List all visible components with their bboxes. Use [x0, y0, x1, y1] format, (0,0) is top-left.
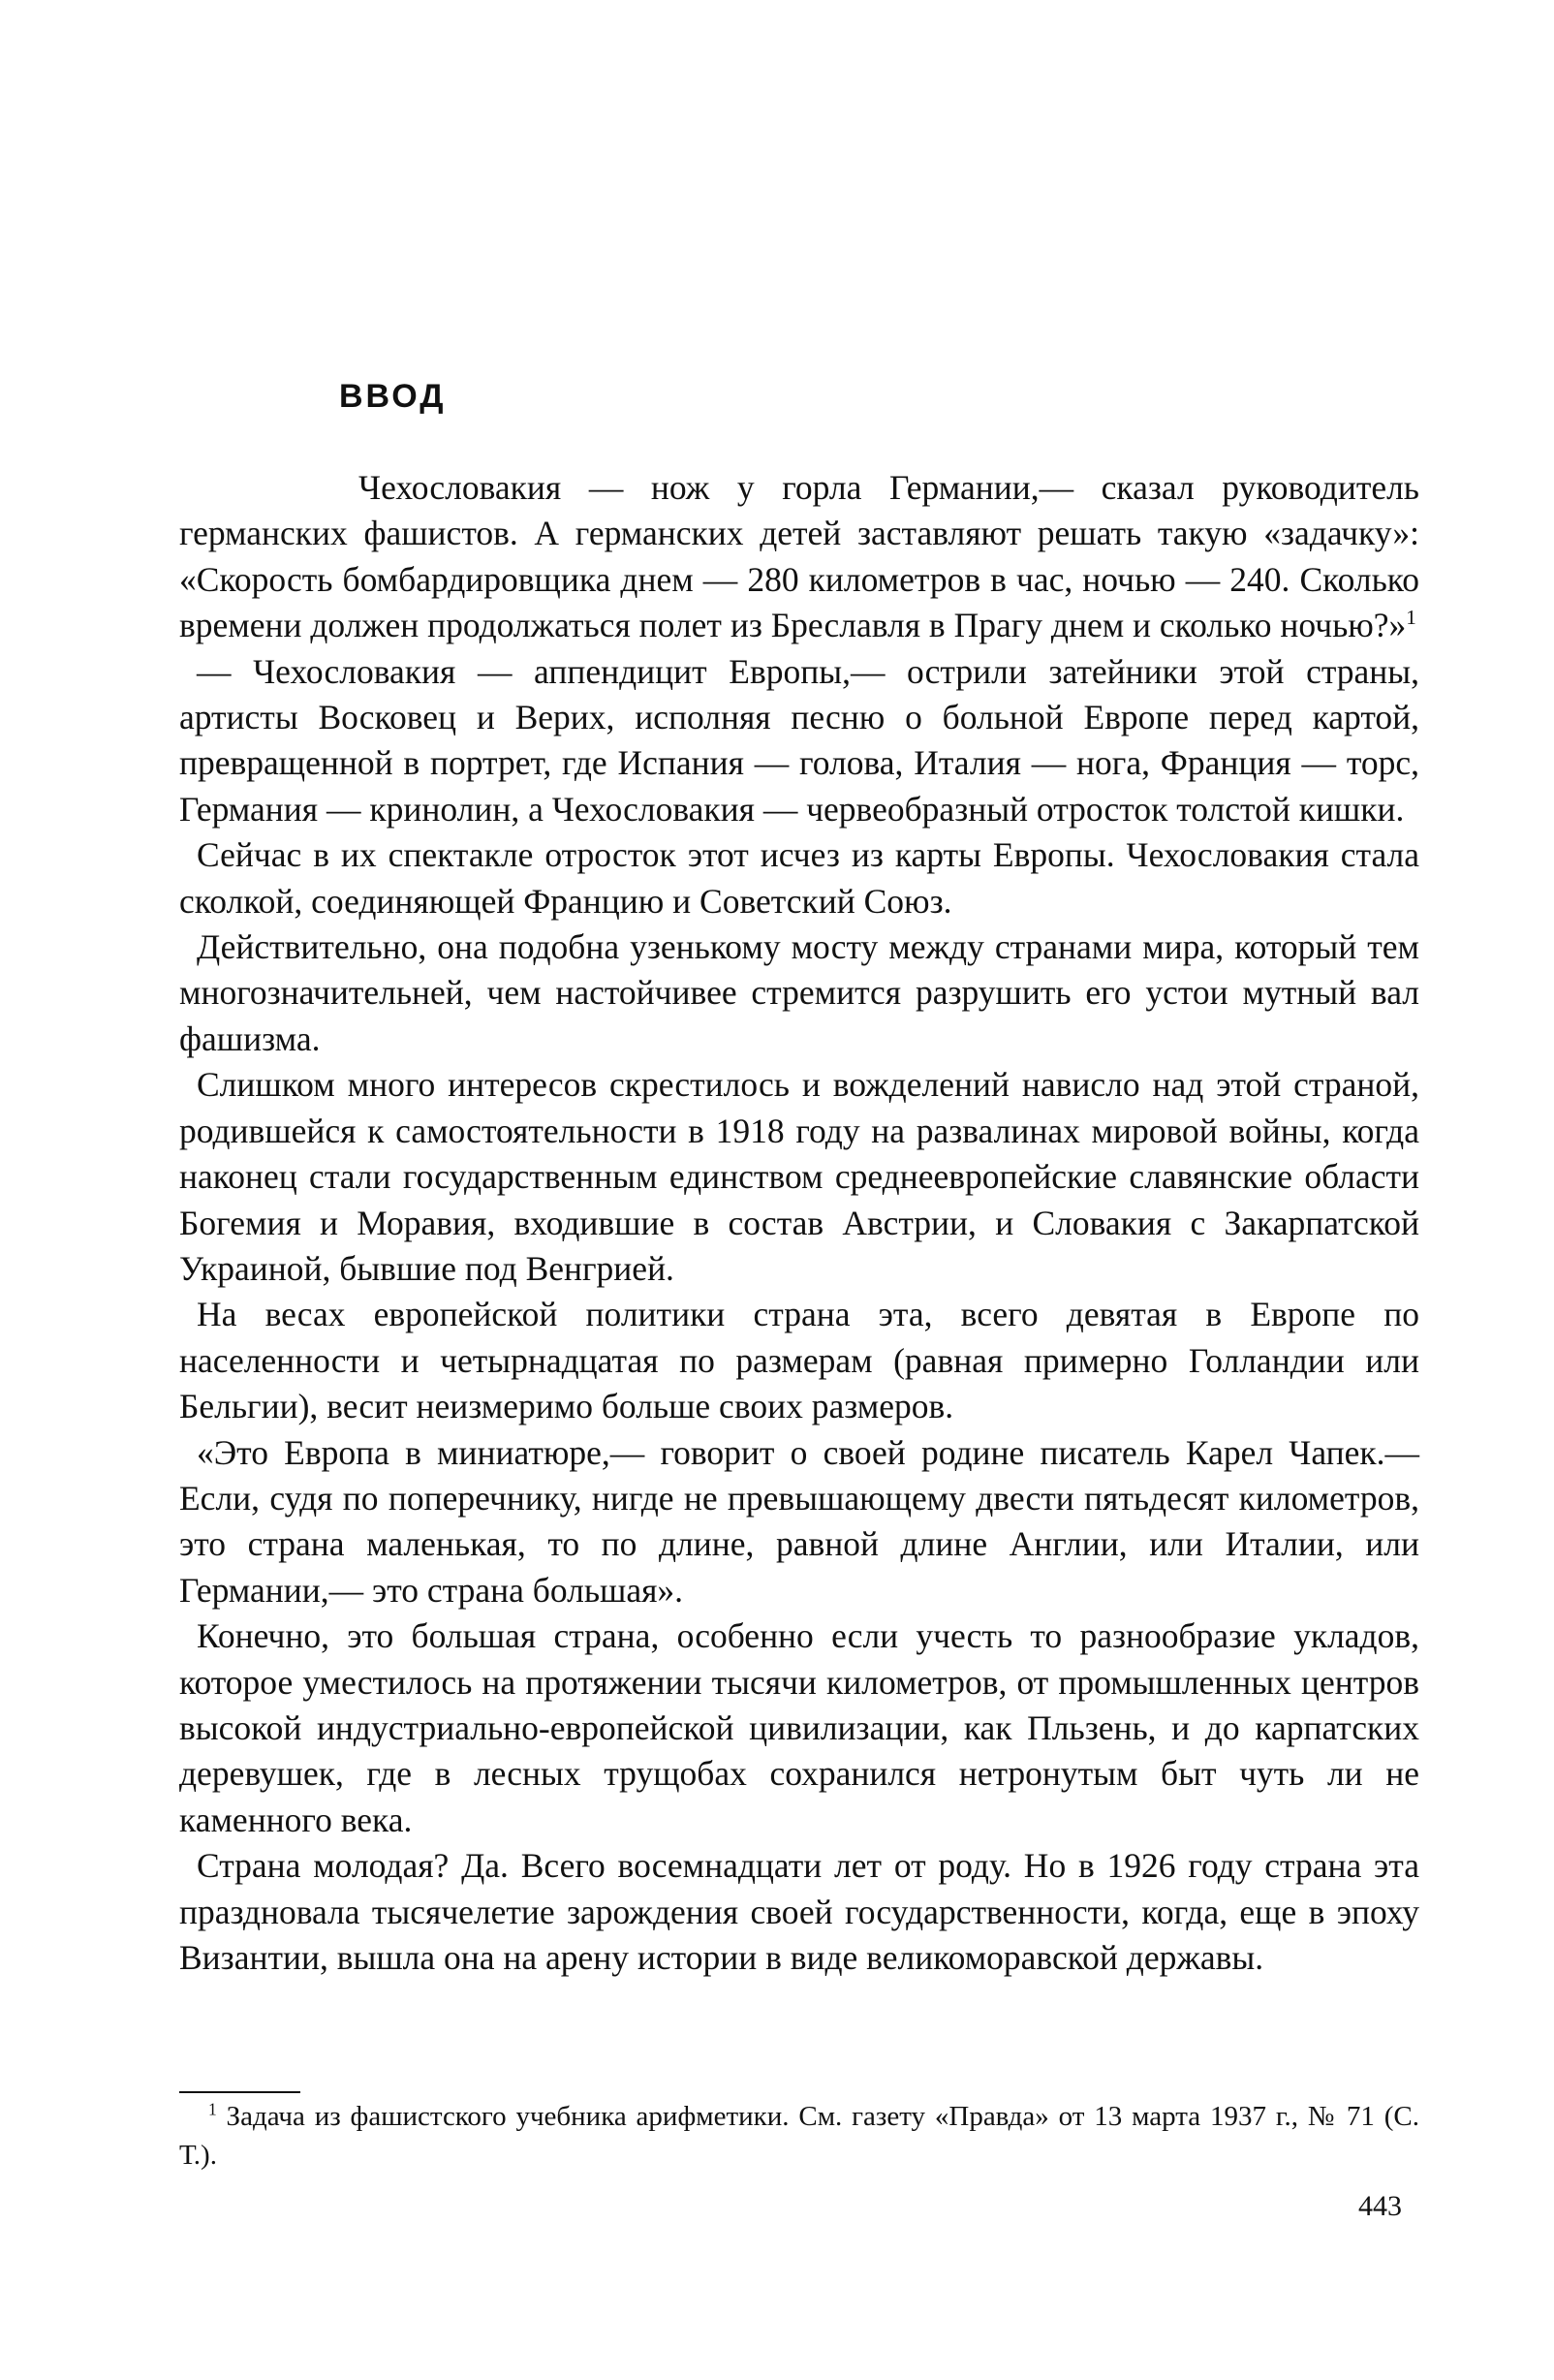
paragraph: Слишком много интересов скрестилось и вожделений нависло над этой страной, родившейся к самостоятельности в 1918 году на развалинах мировой войны, когда наконец стали государственным единством среднеевропейские славянские области Богемия и Моравия, входившие в состав Австрии, и Словакия с Закарпатской Украиной, бывшие под Венгрией. — [179, 1065, 1419, 1288]
paragraph: Конечно, это большая страна, особенно если учесть то разнообразие укладов, которое уместилось на протяжении тысячи километров, от промышленных центров высокой индустриально-европейской цивилизации, как Пльзень, и до карпатских деревушек, где в лесных трущобах сохранился нетронутым быт чуть ли не каменного века. — [179, 1616, 1419, 1839]
paragraph-text: Чехословакия — нож у горла Германии,— сказал руководитель германских фашистов. А германских детей заставляют решать такую «задачку»: «Скорость бомбардировщика днем — 280 километров в час, ночью — 240. Сколько времени должен продолжаться полет из Бреславля в Прагу днем и сколько ночью?» — [179, 468, 1419, 645]
footnote-divider — [179, 2091, 300, 2093]
page-number: 443 — [1358, 2190, 1402, 2222]
footnote — [179, 2097, 1419, 2175]
paragraph: «Это Европа в миниатюре,— говорит о своей родине писатель Карел Чапек.— Если, судя по поперечнику, нигде не превышающему двести пятьдесят километров, это страна маленькая, то по длине, равной длине Англии, или Италии, или Германии,— это страна большая». — [179, 1432, 1419, 1610]
footnote-text: Задача из фашистского учебника арифметики. См. газету «Правда» от 13 марта 1937 г., № 71 (С. Т.). — [179, 2101, 1419, 2171]
paragraph: Страна молодая? Да. Всего восемнадцати лет от роду. Но в 1926 году страна эта праздновала тысячелетие зарождения своей государственности, когда, еще в эпоху Византии, вышла она на арену истории в виде великоморавской державы. — [179, 1846, 1419, 1977]
paragraph — [179, 465, 1419, 649]
footnote-marker: 1 — [1406, 606, 1416, 630]
footnote-marker: 1 — [208, 2099, 217, 2119]
paragraph: Сейчас в их спектакле отросток этот исчез из карты Европы. Чехословакия стала сколкой, соединяющей Францию и Советский Союз. — [179, 835, 1419, 921]
paragraph: На весах европейской политики страна эта, всего девятая в Европе по населенности и четырнадцатая по размерам (равная примерно Голландии или Бельгии), весит неизмеримо больше своих размеров. — [179, 1295, 1419, 1426]
paragraph: Действительно, она подобна узенькому мосту между странами мира, который тем многозначительней, чем настойчивее стремится разрушить его устои мутный вал фашизма. — [179, 927, 1419, 1058]
body-text — [179, 465, 1419, 1981]
paragraph: — Чехословакия — аппендицит Европы,— острили затейники этой страны, артисты Восковец и Верих, исполняя песню о больной Европе перед картой, превращенной в портрет, где Испания — голова, Италия — нога, Франция — торс, Германия — кринолин, а Чехословакия — червеобразный отросток толстой кишки. — [179, 651, 1419, 829]
page-heading: ВВОД — [339, 378, 447, 415]
